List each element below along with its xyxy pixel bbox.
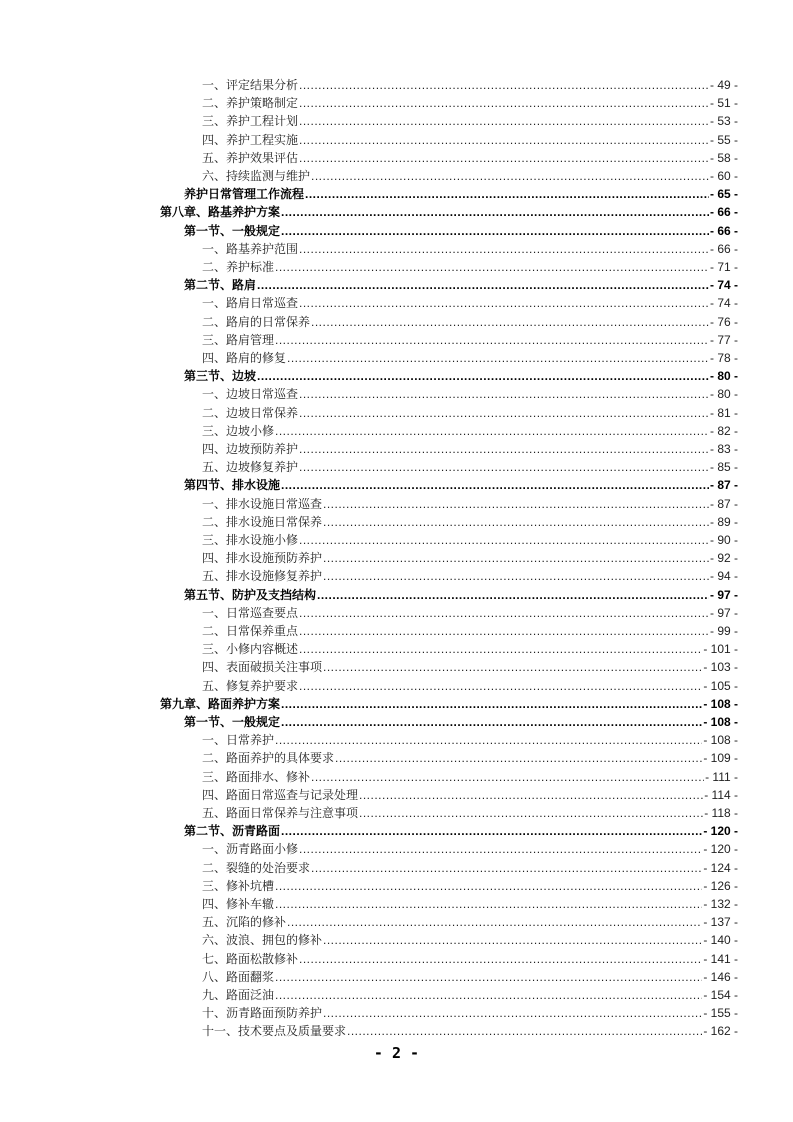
toc-entry-label: 第一节、一般规定: [184, 223, 281, 238]
toc-dot-leader: [323, 495, 709, 513]
toc-entry-page-number: - 78 -: [709, 351, 738, 365]
toc-section-entry[interactable]: [184, 476, 738, 494]
toc-dot-leader: [323, 1004, 702, 1022]
toc-entry-page-number: - 87 -: [709, 478, 738, 493]
toc-dot-leader: [347, 1022, 702, 1040]
toc-entry-page-number: - 99 -: [709, 624, 738, 638]
toc-entry-page-number: - 74 -: [709, 296, 738, 311]
toc-entry-page-number: - 92 -: [709, 551, 738, 566]
toc-entry-label: 二、路肩的日常保养: [202, 314, 311, 329]
toc-subsection-entry[interactable]: [202, 440, 738, 458]
toc-entry-label: 二、裂缝的处治要求: [202, 860, 311, 875]
toc-entry-page-number: - 94 -: [709, 569, 738, 584]
toc-subsection-entry[interactable]: [202, 495, 738, 513]
toc-section-entry[interactable]: [184, 222, 738, 240]
toc-subsection-entry[interactable]: [202, 167, 738, 185]
toc-subsection-entry[interactable]: [202, 349, 738, 367]
toc-subsection-entry[interactable]: [202, 804, 738, 822]
toc-entry-label: 六、波浪、拥包的修补: [202, 933, 323, 948]
toc-entry-page-number: - 124 -: [703, 860, 738, 875]
toc-entry-label: 四、边坡预防养护: [202, 442, 299, 456]
toc-entry-page-number: - 89 -: [709, 514, 738, 529]
toc-dot-leader: [299, 458, 709, 476]
toc-subsection-entry[interactable]: [202, 458, 738, 476]
toc-entry-page-number: - 71 -: [709, 260, 738, 274]
toc-dot-leader: [299, 385, 709, 403]
toc-entry-page-number: - 65 -: [709, 187, 738, 202]
toc-entry-label: 四、表面破损关注事项: [202, 660, 323, 675]
toc-subsection-entry[interactable]: [202, 986, 738, 1004]
toc-dot-leader: [299, 640, 702, 658]
toc-entry-page-number: - 66 -: [709, 223, 738, 238]
toc-subsection-entry[interactable]: [202, 549, 738, 567]
toc-subsection-entry[interactable]: [202, 404, 738, 422]
toc-section-entry[interactable]: [184, 713, 738, 731]
toc-dot-leader: [287, 349, 709, 367]
toc-entry-page-number: - 126 -: [703, 878, 738, 893]
toc-entry-page-number: - 111 -: [705, 769, 738, 784]
toc-entry-page-number: - 97 -: [709, 605, 738, 620]
toc-dot-leader: [299, 131, 709, 149]
toc-entry-label: 一、评定结果分析: [202, 78, 299, 92]
toc-entry-page-number: - 85 -: [709, 460, 738, 475]
toc-subsection-entry[interactable]: [202, 385, 738, 403]
toc-dot-leader: [257, 276, 709, 294]
toc-chapter-entry[interactable]: [160, 695, 738, 713]
toc-subsection-entry[interactable]: [202, 149, 738, 167]
toc-subsection-entry[interactable]: [202, 768, 738, 786]
toc-dot-leader: [281, 222, 709, 240]
toc-section-entry[interactable]: [184, 367, 738, 385]
toc-entry-label: 五、养护效果评估: [202, 150, 299, 165]
toc-entry-page-number: - 120 -: [703, 842, 738, 857]
toc-entry-label: 五、路面日常保养与注意事项: [202, 806, 359, 820]
toc-subsection-entry[interactable]: [202, 859, 738, 877]
toc-entry-label: 十一、技术要点及质量要求: [202, 1024, 347, 1039]
toc-subsection-entry[interactable]: [202, 622, 738, 640]
toc-entry-page-number: - 60 -: [709, 169, 738, 183]
toc-dot-leader: [311, 313, 709, 331]
toc-dot-leader: [275, 331, 709, 349]
toc-section-entry[interactable]: [184, 822, 738, 840]
toc-subsection-entry[interactable]: [202, 240, 738, 258]
toc-entry-label: 五、修复养护要求: [202, 678, 299, 693]
toc-entry-page-number: - 66 -: [709, 241, 738, 256]
toc-entry-page-number: - 90 -: [709, 533, 738, 547]
toc-subsection-entry[interactable]: [202, 840, 738, 858]
toc-entry-page-number: - 49 -: [709, 78, 738, 92]
toc-entry-label: 三、小修内容概述: [202, 642, 299, 657]
toc-entry-page-number: - 101 -: [703, 642, 738, 657]
toc-dot-leader: [299, 294, 709, 312]
toc-entry-page-number: - 137 -: [703, 915, 738, 930]
toc-entry-label: 第三节、边坡: [184, 369, 257, 384]
toc-dot-leader: [299, 840, 702, 858]
toc-entry-label: 七、路面松散修补: [202, 951, 299, 966]
toc-chapter-entry[interactable]: [160, 203, 738, 221]
toc-entry-page-number: - 76 -: [709, 314, 738, 329]
toc-entry-label: 二、边坡日常保养: [202, 405, 299, 420]
toc-entry-label: 一、排水设施日常巡查: [202, 496, 323, 511]
toc-entry-label: 一、路基养护范围: [202, 241, 299, 256]
toc-entry-label: 四、路面日常巡查与记录处理: [202, 787, 359, 802]
toc-dot-leader: [281, 695, 702, 713]
toc-entry-page-number: - 81 -: [709, 405, 738, 420]
toc-subsection-entry[interactable]: [202, 913, 738, 931]
toc-section-entry[interactable]: [184, 185, 738, 203]
toc-entry-page-number: - 80 -: [709, 369, 738, 384]
toc-dot-leader: [299, 677, 702, 695]
toc-dot-leader: [257, 367, 709, 385]
toc-subsection-entry[interactable]: [202, 94, 738, 112]
toc-entry-label: 一、日常养护: [202, 733, 275, 748]
toc-subsection-entry[interactable]: [202, 968, 738, 986]
toc-entry-page-number: - 132 -: [703, 897, 738, 911]
toc-dot-leader: [299, 76, 709, 94]
toc-subsection-entry[interactable]: [202, 331, 738, 349]
toc-subsection-entry[interactable]: [202, 1022, 738, 1040]
toc-entry-label: 五、边坡修复养护: [202, 460, 299, 475]
toc-entry-label: 十、沥青路面预防养护: [202, 1006, 323, 1021]
toc-subsection-entry[interactable]: [202, 131, 738, 149]
toc-dot-leader: [275, 258, 709, 276]
toc-subsection-entry[interactable]: [202, 640, 738, 658]
toc-dot-leader: [299, 149, 709, 167]
toc-subsection-entry[interactable]: [202, 313, 738, 331]
toc-dot-leader: [305, 185, 709, 203]
toc-entry-label: 四、路肩的修复: [202, 351, 287, 365]
toc-dot-leader: [299, 950, 702, 968]
toc-entry-label: 第二节、路肩: [184, 278, 257, 293]
toc-subsection-entry[interactable]: [202, 950, 738, 968]
toc-dot-leader: [275, 731, 702, 749]
toc-entry-page-number: - 155 -: [703, 1006, 738, 1021]
toc-entry-label: 二、日常保养重点: [202, 624, 299, 638]
toc-entry-label: 二、排水设施日常保养: [202, 514, 323, 529]
toc-entry-page-number: - 83 -: [709, 442, 738, 456]
toc-entry-page-number: - 141 -: [703, 951, 738, 966]
toc-entry-page-number: - 114 -: [704, 787, 738, 802]
toc-subsection-entry[interactable]: [202, 749, 738, 767]
toc-entry-page-number: - 108 -: [703, 696, 738, 711]
toc-subsection-entry[interactable]: [202, 422, 738, 440]
toc-dot-leader: [299, 604, 709, 622]
toc-dot-leader: [275, 986, 702, 1004]
toc-entry-label: 一、沥青路面小修: [202, 842, 299, 857]
toc-entry-page-number: - 66 -: [709, 205, 738, 220]
toc-dot-leader: [335, 749, 702, 767]
toc-entry-label: 二、养护策略制定: [202, 96, 299, 111]
toc-subsection-entry[interactable]: [202, 604, 738, 622]
toc-entry-label: 九、路面泛油: [202, 988, 275, 1002]
toc-entry-label: 养护日常管理工作流程: [184, 187, 305, 202]
toc-entry-label: 一、边坡日常巡查: [202, 387, 299, 402]
toc-dot-leader: [299, 404, 709, 422]
toc-entry-page-number: - 140 -: [703, 933, 738, 948]
toc-entry-page-number: - 74 -: [709, 278, 738, 293]
toc-dot-leader: [323, 931, 702, 949]
toc-entry-label: 四、养护工程实施: [202, 132, 299, 147]
toc-dot-leader: [275, 968, 702, 986]
toc-entry-label: 三、养护工程计划: [202, 114, 299, 129]
toc-section-entry[interactable]: [184, 586, 738, 604]
toc-entry-page-number: - 120 -: [703, 824, 738, 839]
toc-dot-leader: [323, 513, 709, 531]
toc-dot-leader: [287, 913, 702, 931]
toc-entry-page-number: - 154 -: [703, 988, 738, 1002]
toc-entry-label: 四、排水设施预防养护: [202, 551, 323, 566]
toc-entry-label: 二、养护标准: [202, 260, 275, 274]
toc-entry-label: 三、边坡小修: [202, 423, 275, 438]
toc-entry-page-number: - 103 -: [703, 660, 738, 675]
toc-entry-label: 三、排水设施小修: [202, 533, 299, 547]
toc-entry-page-number: - 97 -: [709, 587, 738, 602]
toc-dot-leader: [323, 658, 702, 676]
toc-subsection-entry[interactable]: [202, 658, 738, 676]
toc-entry-page-number: - 108 -: [703, 733, 738, 748]
toc-entry-label: 三、路面排水、修补: [202, 769, 311, 784]
toc-dot-leader: [281, 476, 709, 494]
toc-entry-label: 二、路面养护的具体要求: [202, 751, 335, 766]
toc-entry-page-number: - 108 -: [703, 715, 738, 729]
toc-dot-leader: [281, 822, 702, 840]
toc-entry-page-number: - 77 -: [709, 332, 738, 347]
toc-entry-page-number: - 109 -: [703, 751, 738, 766]
toc-entry-page-number: - 55 -: [709, 132, 738, 147]
toc-entry-page-number: - 118 -: [704, 806, 738, 820]
toc-entry-label: 三、修补坑槽: [202, 878, 275, 893]
toc-dot-leader: [359, 804, 703, 822]
toc-subsection-entry[interactable]: [202, 1004, 738, 1022]
toc-dot-leader: [275, 877, 702, 895]
toc-dot-leader: [299, 531, 709, 549]
toc-subsection-entry[interactable]: [202, 731, 738, 749]
toc-dot-leader: [323, 549, 709, 567]
toc-subsection-entry[interactable]: [202, 294, 738, 312]
page-number-footer: - 2 -: [373, 1044, 420, 1062]
toc-entry-label: 五、排水设施修复养护: [202, 569, 323, 584]
toc-subsection-entry[interactable]: [202, 76, 738, 94]
toc-entry-page-number: - 58 -: [709, 150, 738, 165]
toc-entry-label: 第九章、路面养护方案: [160, 696, 281, 711]
toc-dot-leader: [317, 586, 709, 604]
toc-entry-page-number: - 53 -: [709, 114, 738, 129]
toc-entry-label: 一、日常巡查要点: [202, 605, 299, 620]
toc-subsection-entry[interactable]: [202, 877, 738, 895]
toc-entry-label: 第一节、一般规定: [184, 715, 281, 729]
toc-entry-page-number: - 82 -: [709, 423, 738, 438]
toc-dot-leader: [299, 440, 709, 458]
toc-entry-page-number: - 105 -: [703, 678, 738, 693]
toc-dot-leader: [311, 768, 704, 786]
toc-entry-page-number: - 51 -: [709, 96, 738, 111]
toc-entry-page-number: - 146 -: [703, 969, 738, 984]
toc-entry-page-number: - 162 -: [703, 1024, 738, 1039]
toc-subsection-entry[interactable]: [202, 931, 738, 949]
toc-entry-label: 五、沉陷的修补: [202, 915, 287, 930]
toc-entry-label: 第五节、防护及支挡结构: [184, 587, 317, 602]
toc-dot-leader: [323, 567, 709, 585]
toc-entry-label: 六、持续监测与维护: [202, 169, 311, 183]
toc-entry-page-number: - 87 -: [709, 496, 738, 511]
toc-subsection-entry[interactable]: [202, 677, 738, 695]
toc-entry-label: 第二节、沥青路面: [184, 824, 281, 839]
toc-entry-label: 第四节、排水设施: [184, 478, 281, 493]
toc-dot-leader: [299, 94, 709, 112]
toc-subsection-entry[interactable]: [202, 112, 738, 130]
toc-subsection-entry[interactable]: [202, 786, 738, 804]
toc-subsection-entry[interactable]: [202, 531, 738, 549]
toc-subsection-entry[interactable]: [202, 895, 738, 913]
toc-dot-leader: [311, 859, 702, 877]
toc-dot-leader: [281, 203, 709, 221]
toc-section-entry[interactable]: [184, 276, 738, 294]
toc-subsection-entry[interactable]: [202, 258, 738, 276]
toc-dot-leader: [275, 422, 709, 440]
toc-dot-leader: [359, 786, 703, 804]
toc-dot-leader: [299, 112, 709, 130]
toc-entry-label: 八、路面翻浆: [202, 969, 275, 984]
toc-entry-label: 一、路肩日常巡查: [202, 296, 299, 311]
toc-entry-label: 四、修补车辙: [202, 897, 275, 911]
toc-dot-leader: [299, 622, 709, 640]
toc-subsection-entry[interactable]: [202, 513, 738, 531]
toc-dot-leader: [299, 240, 709, 258]
toc-dot-leader: [281, 713, 702, 731]
toc-subsection-entry[interactable]: [202, 567, 738, 585]
toc-entry-label: 三、路肩管理: [202, 332, 275, 347]
toc-entry-label: 第八章、路基养护方案: [160, 205, 281, 220]
toc-dot-leader: [275, 895, 702, 913]
toc-dot-leader: [311, 167, 709, 185]
toc-entry-page-number: - 80 -: [709, 387, 738, 402]
